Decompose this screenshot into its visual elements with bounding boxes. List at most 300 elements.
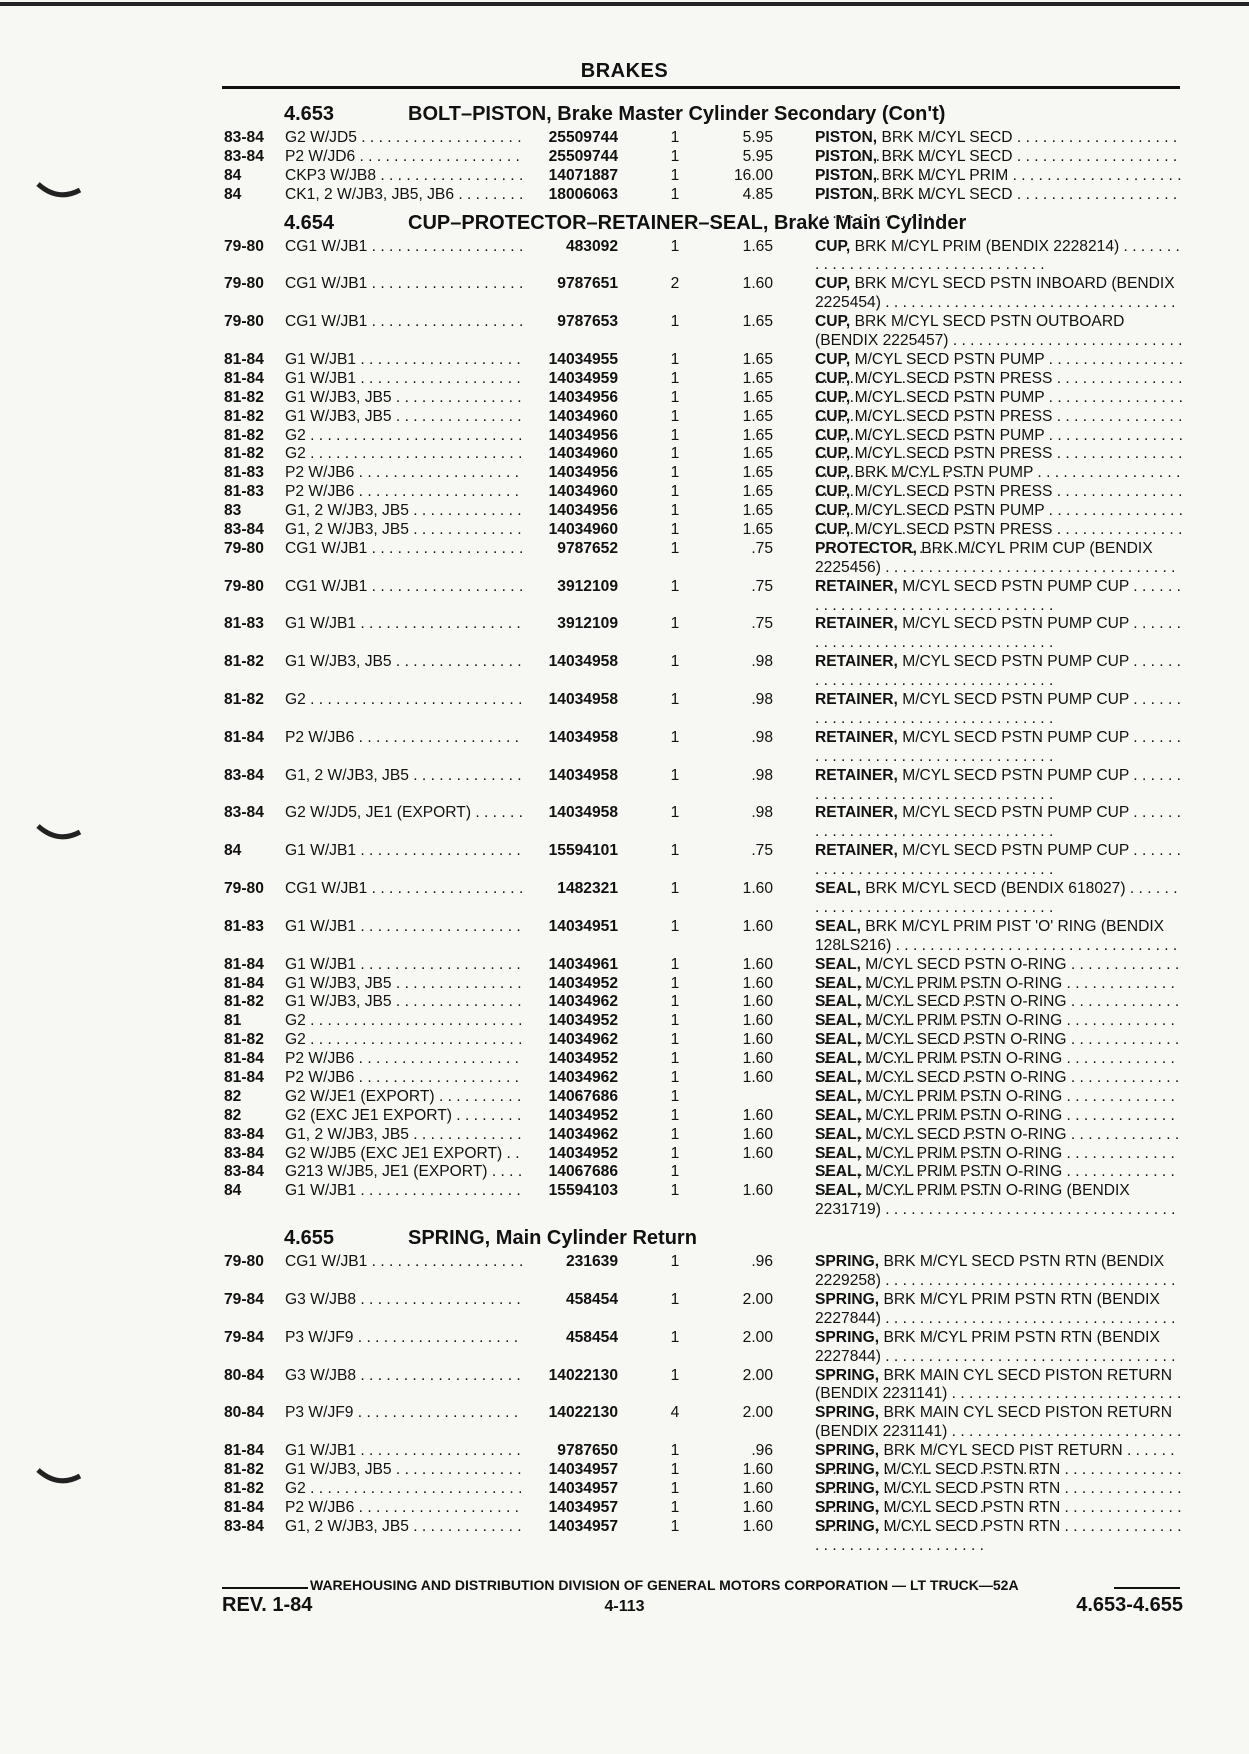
part-detail: BRK M/CYL PRIM PSTN RTN (BENDIX 2227844) [815, 1290, 1160, 1327]
part-row [222, 540, 1182, 578]
part-row [222, 427, 1182, 446]
model-year: 82 [224, 1106, 242, 1124]
model-year: 79-84 [224, 1328, 264, 1346]
part-description [815, 1253, 1183, 1291]
quantity: 1 [670, 1106, 680, 1124]
part-row [222, 521, 1182, 540]
part-detail: M/CYL PRIM PSTN O-RING [860, 1012, 1063, 1030]
part-row [222, 186, 1182, 205]
price: 1.65 [742, 483, 773, 501]
part-name: CUP, [815, 313, 851, 331]
part-row [222, 691, 1182, 729]
part-name: CUP, [815, 407, 851, 425]
part-detail: M/CYL SECD PSTN PRESS [850, 445, 1053, 463]
part-detail: M/CYL SECD PSTN RTN [879, 1517, 1061, 1535]
price: .98 [751, 653, 773, 671]
part-name: SEAL, [815, 1144, 861, 1162]
quantity: 1 [670, 691, 680, 709]
part-row [222, 1050, 1182, 1069]
part-row [222, 1088, 1182, 1107]
part-row [222, 238, 1182, 276]
model-year: 79-80 [224, 237, 264, 255]
part-detail: M/CYL SECD PSTN PUMP CUP [897, 577, 1129, 595]
part-detail: BRK M/CYL SECD PSTN OUTBOARD (BENDIX 2225457) [815, 313, 1125, 350]
footer-rule-left [222, 1587, 308, 1589]
part-description [815, 691, 1183, 729]
section-header [222, 1220, 1182, 1253]
part-detail: M/CYL SECD PSTN RTN [879, 1498, 1061, 1516]
part-detail: BRK M/CYL PRIM PIST 'O' RING (BENDIX 128LS216) [815, 917, 1165, 954]
model-year: 82 [224, 1087, 242, 1105]
part-detail: M/CYL PRIM PSTN O-RING [860, 1050, 1063, 1068]
quantity: 1 [670, 388, 680, 406]
part-name: SEAL, [815, 993, 861, 1011]
part-number: 25509744 [522, 129, 618, 148]
part-description [815, 540, 1183, 578]
part-description [815, 767, 1183, 805]
model-code: CG1 W/JB1 . . . [285, 578, 547, 597]
model-code: P2 W/JB6 . . . [285, 729, 547, 748]
part-number: 14022130 [522, 1404, 618, 1423]
model-code: P2 W/JB6 . . . [285, 464, 547, 483]
model-year: 84 [224, 1182, 242, 1200]
model-code: CG1 W/JB1 . . . [285, 275, 547, 294]
part-number: 14034955 [522, 351, 618, 370]
part-description [815, 729, 1183, 767]
part-name: SPRING, [815, 1479, 880, 1497]
part-name: CUP, [815, 388, 851, 406]
model-year: 81-84 [224, 955, 264, 973]
part-detail: M/CYL SECD PSTN O-RING [860, 993, 1067, 1011]
part-row [222, 1182, 1182, 1220]
part-detail: M/CYL SECD PSTN O-RING [860, 955, 1067, 973]
model-code: CG1 W/JB1 . . . [285, 1253, 547, 1272]
quantity: 1 [670, 483, 680, 501]
part-description [815, 1291, 1183, 1329]
price: .75 [751, 842, 773, 860]
model-code: G2 . . . [285, 427, 547, 446]
model-year: 80-84 [224, 1366, 264, 1384]
model-code: CG1 W/JB1 . . . [285, 313, 547, 332]
quantity: 1 [670, 445, 680, 463]
price: 1.60 [742, 1031, 773, 1049]
part-row [222, 729, 1182, 767]
quantity: 1 [670, 1087, 680, 1105]
quantity: 1 [670, 1182, 680, 1200]
part-number: 14034957 [522, 1461, 618, 1480]
model-code: G2 W/JB5 (EXC JE1 EXPORT) . . . [285, 1145, 547, 1164]
part-detail: M/CYL SECD PSTN O-RING [860, 1125, 1067, 1143]
price: 1.60 [742, 1068, 773, 1086]
part-detail: M/CYL SECD PSTN PUMP CUP [897, 766, 1129, 784]
price: .75 [751, 577, 773, 595]
part-detail: BRK MAIN CYL SECD PISTON RETURN (BENDIX 2231141) [815, 1366, 1172, 1403]
part-name: SEAL, [815, 1182, 861, 1200]
part-name: RETAINER, [815, 804, 898, 822]
part-row [222, 1291, 1182, 1329]
section-title: CUP–PROTECTOR–RETAINER–SEAL, Brake Main Cylinder [408, 211, 967, 234]
price: 1.60 [742, 275, 773, 293]
part-number: 14034957 [522, 1499, 618, 1518]
part-row [222, 1126, 1182, 1145]
part-name: CUP, [815, 426, 851, 444]
quantity: 1 [670, 766, 680, 784]
part-number: 14034952 [522, 975, 618, 994]
part-row [222, 1031, 1182, 1050]
part-number: 14034962 [522, 1069, 618, 1088]
part-detail: M/CYL SECD PSTN PUMP [850, 426, 1045, 444]
part-description [815, 804, 1183, 842]
footer-division: WAREHOUSING AND DISTRIBUTION DIVISION OF GENERAL MOTORS CORPORATION — LT TRUCK—52A [310, 1577, 1019, 1593]
part-name: SPRING, [815, 1498, 880, 1516]
part-row [222, 351, 1182, 370]
part-row [222, 918, 1182, 956]
part-name: CUP, [815, 502, 851, 520]
part-name: CUP, [815, 520, 851, 538]
price: 1.60 [742, 955, 773, 973]
part-detail: M/CYL PRIM PSTN O-RING [860, 974, 1063, 992]
part-number: 25509744 [522, 148, 618, 167]
part-number: 14034952 [522, 1012, 618, 1031]
part-number: 9787652 [522, 540, 618, 559]
model-code: G1 W/JB1 . . . [285, 842, 547, 861]
model-year: 83-84 [224, 1125, 264, 1143]
model-year: 83 [224, 502, 242, 520]
model-year: 81-84 [224, 728, 264, 746]
price: 2.00 [742, 1328, 773, 1346]
part-name: PISTON, [815, 166, 878, 184]
part-number: 14034960 [522, 408, 618, 427]
part-detail: BRK M/CYL SECD [877, 129, 1013, 146]
model-year: 81-84 [224, 1498, 264, 1516]
price: 1.60 [742, 974, 773, 992]
price: .96 [751, 1253, 773, 1271]
part-row [222, 804, 1182, 842]
part-detail: M/CYL SECD PSTN PUMP CUP [897, 691, 1129, 709]
part-row [222, 167, 1182, 186]
part-description [815, 1367, 1183, 1405]
price: .98 [751, 766, 773, 784]
part-detail: M/CYL SECD PSTN O-RING [860, 1068, 1067, 1086]
part-name: SPRING, [815, 1290, 880, 1308]
quantity: 1 [670, 1498, 680, 1516]
part-row [222, 578, 1182, 616]
part-number: 14034958 [522, 691, 618, 710]
price: 1.60 [742, 1517, 773, 1535]
part-number: 14067686 [522, 1088, 618, 1107]
quantity: 1 [670, 166, 680, 184]
model-code: G2 . . . [285, 445, 547, 464]
part-row [222, 1480, 1182, 1499]
model-year: 81-82 [224, 388, 264, 406]
part-detail: M/CYL SECD PSTN PRESS [850, 407, 1053, 425]
model-code: CG1 W/JB1 . . . [285, 880, 547, 899]
part-detail: BRK M/CYL PRIM (BENDIX 2228214) [850, 237, 1120, 255]
model-code: P2 W/JB6 . . . [285, 483, 547, 502]
quantity: 1 [670, 369, 680, 387]
price: .75 [751, 539, 773, 557]
quantity: 1 [670, 1442, 680, 1460]
model-year: 83-84 [224, 129, 264, 146]
price: 1.65 [742, 237, 773, 255]
part-number: 14034956 [522, 427, 618, 446]
price: 1.65 [742, 464, 773, 482]
revision-label: REV. 1-84 [222, 1594, 313, 1616]
model-code: G1, 2 W/JB3, JB5 . . . [285, 1518, 547, 1537]
quantity: 1 [670, 237, 680, 255]
part-number: 458454 [522, 1291, 618, 1310]
model-year: 84 [224, 842, 242, 860]
part-description [815, 275, 1183, 313]
part-row [222, 615, 1182, 653]
model-code: P2 W/JB6 . . . [285, 1050, 547, 1069]
price: 1.65 [742, 350, 773, 368]
part-name: RETAINER, [815, 653, 898, 671]
part-name: PISTON, [815, 129, 878, 146]
model-year: 81-83 [224, 483, 264, 501]
part-description [815, 1329, 1183, 1367]
model-code: G1 W/JB3, JB5 . . . [285, 975, 547, 994]
model-code: G1, 2 W/JB3, JB5 . . . [285, 767, 547, 786]
quantity: 1 [670, 1253, 680, 1271]
part-number: 14034956 [522, 464, 618, 483]
part-number: 14034957 [522, 1480, 618, 1499]
price: 1.65 [742, 445, 773, 463]
part-name: SEAL, [815, 1068, 861, 1086]
part-number: 3912109 [522, 578, 618, 597]
model-year: 81-83 [224, 615, 264, 633]
model-year: 79-80 [224, 880, 264, 898]
part-name: CUP, [815, 350, 851, 368]
model-code: G1 W/JB3, JB5 . . . [285, 408, 547, 427]
model-year: 81-82 [224, 691, 264, 709]
part-detail: M/CYL SECD PSTN PRESS [850, 483, 1053, 501]
quantity: 1 [670, 993, 680, 1011]
part-name: SEAL, [815, 1087, 861, 1105]
quantity: 2 [670, 275, 680, 293]
part-number: 14034958 [522, 653, 618, 672]
part-number: 14034958 [522, 804, 618, 823]
model-year: 81-84 [224, 974, 264, 992]
part-number: 14067686 [522, 1163, 618, 1182]
quantity: 1 [670, 1290, 680, 1308]
part-number: 18006063 [522, 186, 618, 205]
model-code: P2 W/JB6 . . . [285, 1069, 547, 1088]
part-number: 9787650 [522, 1442, 618, 1461]
model-code: G2 . . . [285, 691, 547, 710]
part-row [222, 1404, 1182, 1442]
model-year: 79-80 [224, 313, 264, 331]
part-row [222, 1163, 1182, 1182]
quantity: 1 [670, 917, 680, 935]
part-number: 14034956 [522, 389, 618, 408]
model-year: 80-84 [224, 1404, 264, 1422]
model-code: CG1 W/JB1 . . . [285, 238, 547, 257]
part-row [222, 1253, 1182, 1291]
part-name: PROTECTOR, [815, 539, 917, 557]
quantity: 1 [670, 577, 680, 595]
model-code: P3 W/JF9 . . . [285, 1329, 547, 1348]
quantity: 1 [670, 955, 680, 973]
part-number: 458454 [522, 1329, 618, 1348]
part-description [815, 1518, 1183, 1556]
part-detail: M/CYL SECD PSTN PUMP [850, 388, 1045, 406]
part-number: 15594101 [522, 842, 618, 861]
price: 5.95 [742, 147, 773, 165]
model-code: G2 W/JE1 (EXPORT) . . . [285, 1088, 547, 1107]
part-number: 231639 [522, 1253, 618, 1272]
model-year: 83-84 [224, 147, 264, 165]
part-detail: BRK M/CYL SECD (BENDIX 618027) [860, 880, 1126, 898]
part-row [222, 653, 1182, 691]
part-description [815, 653, 1183, 691]
model-year: 81-84 [224, 1068, 264, 1086]
part-number: 483092 [522, 238, 618, 257]
part-name: CUP, [815, 369, 851, 387]
section-range: 4.653-4.655 [1076, 1594, 1183, 1616]
quantity: 1 [670, 1460, 680, 1478]
price: .98 [751, 728, 773, 746]
part-name: SEAL, [815, 880, 861, 898]
model-year: 81-82 [224, 993, 264, 1011]
model-year: 79-84 [224, 1290, 264, 1308]
price: .98 [751, 804, 773, 822]
model-code: G1 W/JB3, JB5 . . . [285, 1461, 547, 1480]
model-code: G2 . . . [285, 1480, 547, 1499]
model-code: G2 . . . [285, 1031, 547, 1050]
part-name: SEAL, [815, 1106, 861, 1124]
model-code: G1 W/JB3, JB5 . . . [285, 993, 547, 1012]
part-name: PISTON, [815, 185, 878, 203]
quantity: 1 [670, 407, 680, 425]
model-code: G1 W/JB1 . . . [285, 1182, 547, 1201]
model-code: P2 W/JD6 . . . [285, 148, 547, 167]
part-detail: BRK MAIN CYL SECD PISTON RETURN (BENDIX 2231141) [815, 1404, 1172, 1441]
part-row [222, 370, 1182, 389]
quantity: 1 [670, 615, 680, 633]
part-detail: M/CYL SECD PSTN PUMP CUP [897, 728, 1129, 746]
part-name: PISTON, [815, 147, 878, 165]
model-year: 81-82 [224, 1031, 264, 1049]
part-name: SPRING, [815, 1366, 880, 1384]
model-code: G2 W/JD5 . . . [285, 129, 547, 148]
part-row [222, 767, 1182, 805]
section-title: SPRING, Main Cylinder Return [408, 1227, 697, 1250]
part-detail: M/CYL SECD PSTN PUMP CUP [897, 804, 1129, 822]
model-year: 81-82 [224, 407, 264, 425]
part-name: RETAINER, [815, 691, 898, 709]
part-row [222, 275, 1182, 313]
price: 1.60 [742, 1125, 773, 1143]
quantity: 1 [670, 539, 680, 557]
part-detail: M/CYL SECD PSTN PUMP [850, 350, 1045, 368]
section-number: 4.653 [284, 103, 335, 125]
model-code: G1 W/JB3, JB5 . . . [285, 389, 547, 408]
part-name: SEAL, [815, 1050, 861, 1068]
quantity: 1 [670, 1366, 680, 1384]
quantity: 1 [670, 185, 680, 203]
model-year: 81-83 [224, 917, 264, 935]
model-year: 84 [224, 166, 242, 184]
quantity: 1 [670, 728, 680, 746]
quantity: 1 [670, 1479, 680, 1497]
part-row [222, 842, 1182, 880]
header-rule [222, 86, 1180, 89]
part-description [815, 238, 1183, 276]
quantity: 1 [670, 880, 680, 898]
quantity: 1 [670, 502, 680, 520]
model-code: G1 W/JB1 . . . [285, 615, 547, 634]
price: 1.60 [742, 1479, 773, 1497]
price: 1.60 [742, 1460, 773, 1478]
part-name: RETAINER, [815, 728, 898, 746]
model-year: 81-82 [224, 426, 264, 444]
part-detail: BRK M/CYL PRIM [877, 166, 1009, 184]
part-number: 14034952 [522, 1107, 618, 1126]
model-code: G2 W/JD5, JE1 (EXPORT) . . . [285, 804, 547, 823]
part-number: 14071887 [522, 167, 618, 186]
part-detail: M/CYL PRIM PSTN O-RING [860, 1087, 1063, 1105]
part-description [815, 918, 1183, 956]
part-name: RETAINER, [815, 615, 898, 633]
model-year: 81-84 [224, 1442, 264, 1460]
quantity: 1 [670, 313, 680, 331]
quantity: 1 [670, 464, 680, 482]
part-detail: M/CYL SECD PSTN O-RING [860, 1031, 1067, 1049]
quantity: 1 [670, 1517, 680, 1535]
quantity: 1 [670, 1068, 680, 1086]
part-name: SPRING, [815, 1404, 880, 1422]
page-title: BRAKES [580, 60, 669, 82]
part-detail: BRK M/CYL PRIM CUP (BENDIX 2225456) [815, 539, 1153, 576]
price: 1.65 [742, 520, 773, 538]
model-code: G3 W/JB8 . . . [285, 1367, 547, 1386]
price: 1.60 [742, 1498, 773, 1516]
price: 1.60 [742, 1182, 773, 1200]
quantity: 4 [670, 1404, 680, 1422]
model-code: G2 (EXC JE1 EXPORT) . . . [285, 1107, 547, 1126]
part-name: CUP, [815, 275, 851, 293]
model-code: G1 W/JB3, JB5 . . . [285, 653, 547, 672]
model-year: 81-84 [224, 1050, 264, 1068]
price: 1.65 [742, 502, 773, 520]
part-detail: M/CYL SECD PSTN RTN [879, 1460, 1061, 1478]
part-name: SPRING, [815, 1328, 880, 1346]
footer-division-line [222, 1577, 1180, 1597]
part-detail: M/CYL PRIM PSTN O-RING (BENDIX 2231719) [815, 1182, 1130, 1219]
part-number: 14034952 [522, 1145, 618, 1164]
model-code: G1 W/JB1 . . . [285, 956, 547, 975]
quantity: 1 [670, 804, 680, 822]
price: 2.00 [742, 1404, 773, 1422]
model-code: G1, 2 W/JB3, JB5 . . . [285, 1126, 547, 1145]
part-name: SPRING, [815, 1253, 880, 1271]
section-header [222, 96, 1182, 129]
part-row [222, 1012, 1182, 1031]
part-row [222, 1069, 1182, 1088]
part-name: CUP, [815, 483, 851, 501]
part-description [815, 615, 1183, 653]
price: 1.65 [742, 426, 773, 444]
part-detail: M/CYL SECD PSTN PRESS [850, 369, 1053, 387]
part-number: 14034962 [522, 1126, 618, 1145]
part-number: 14034961 [522, 956, 618, 975]
model-year: 81-84 [224, 369, 264, 387]
quantity: 1 [670, 1012, 680, 1030]
model-year: 83-84 [224, 520, 264, 538]
price: 1.65 [742, 369, 773, 387]
page-number: 4-113 [604, 1598, 645, 1615]
